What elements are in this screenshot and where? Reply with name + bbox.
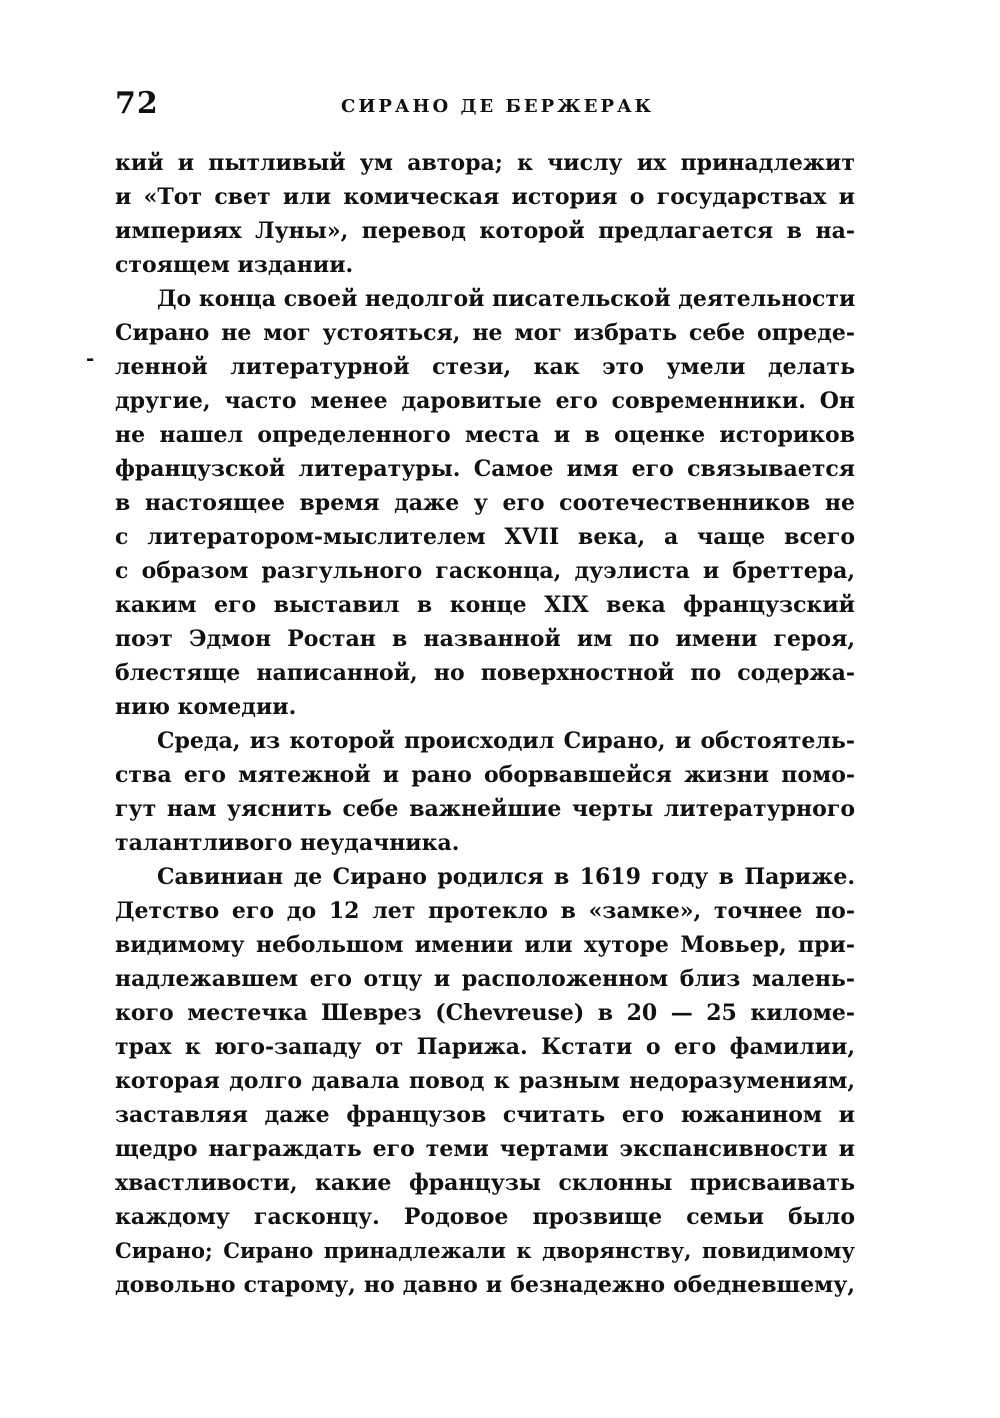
text-line: которая долго давала повод к разным недоразумениям, — [115, 1068, 855, 1094]
text-line: ленной литературной стези, как это умели делать — [115, 354, 855, 380]
text-line: талантливого неудачника. — [115, 830, 460, 856]
page-number: 72 — [115, 86, 159, 121]
text-line: другие, часто менее даровитые его современники. Он — [115, 388, 855, 414]
text-line: с литератором-мыслителем XVII века, а чаще всего — [115, 524, 855, 550]
text-line: трах к юго-западу от Парижа. Кстати о его фамилии, — [115, 1034, 855, 1060]
text-line: с образом разгульного гасконца, дуэлиста и бреттера, — [115, 558, 855, 584]
paragraph-first-line: Савиниан де Сирано родился в 1619 году в Париже. — [157, 864, 855, 890]
paragraph-first-line: Среда, из которой происходил Сирано, и обстоятель- — [157, 728, 855, 754]
margin-mark: - — [86, 346, 95, 370]
text-line: видимому небольшом имении или хуторе Мовьер, при- — [115, 932, 855, 958]
page-header-title: СИРАНО ДЕ БЕРЖЕРАК — [341, 96, 655, 117]
text-line: каждому гасконцу. Родовое прозвище семьи было — [115, 1204, 855, 1230]
text-line: поэт Эдмон Ростан в названной им по имени героя, — [115, 626, 855, 652]
text-line: кий и пытливый ум автора; к числу их принадлежит — [115, 150, 855, 176]
text-line: заставляя даже французов считать его южанином и — [115, 1102, 855, 1128]
paragraph-first-line: До конца своей недолгой писательской деятельности — [157, 286, 856, 312]
text-line: в настоящее время даже у его соотечественников не — [115, 490, 855, 516]
text-line: щедро награждать его теми чертами экспансивности и — [115, 1136, 855, 1162]
text-line: Сирано не мог устояться, не мог избрать себе опреде- — [115, 320, 855, 346]
running-head — [115, 86, 855, 130]
text-line: хвастливости, какие французы склонны присваивать — [115, 1170, 855, 1196]
text-line: ства его мятежной и рано оборвавшейся жизни помо- — [115, 762, 855, 788]
text-line: блестяще написанной, но поверхностной по содержа- — [115, 660, 855, 686]
body-text — [115, 146, 855, 1302]
text-line: Детство его до 12 лет протекло в «замке», точнее по- — [115, 898, 855, 924]
text-line: нию комедии. — [115, 694, 297, 720]
text-line: надлежавшем его отцу и расположенном близ малень- — [115, 966, 855, 992]
text-line: каким его выставил в конце XIX века французский — [115, 592, 855, 618]
text-line: довольно старому, но давно и безнадежно обедневшему, — [115, 1272, 855, 1298]
text-line: не нашел определенного места и в оценке историков — [115, 422, 855, 448]
text-line: гут нам уяснить себе важнейшие черты литературного — [115, 796, 855, 822]
text-line: французской литературы. Самое имя его связывается — [115, 456, 855, 482]
text-line: и «Тот свет или комическая история о государствах и — [115, 184, 855, 210]
text-line: Сирано; Сирано принадлежали к дворянству, повидимому — [115, 1238, 855, 1263]
text-line: кого местечка Шеврез (Chevreuse) в 20 — 25 киломе- — [115, 1000, 855, 1026]
text-line: империях Луны», перевод которой предлагается в на- — [115, 218, 855, 244]
text-line: стоящем издании. — [115, 252, 354, 278]
